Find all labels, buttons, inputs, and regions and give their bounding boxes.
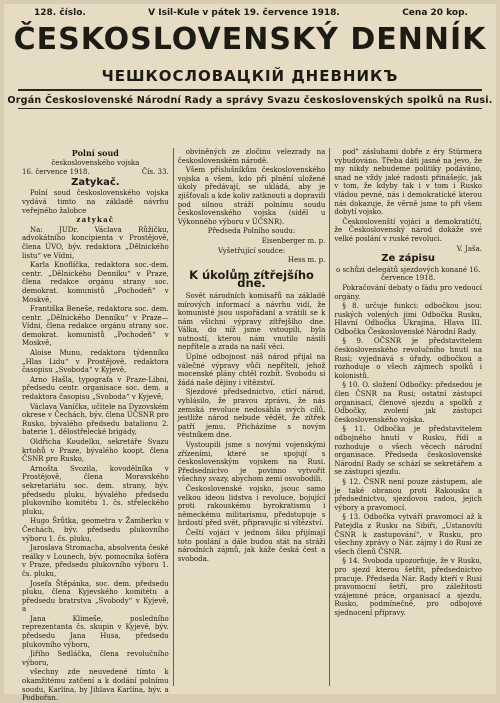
paragraph: všechny zde neuvedené tímto k okamžitému zatčení a k dodání polnímu soudu, Karlína, by Jihlava Karlína, býv. a Podbořan. xyxy=(22,668,169,703)
paragraph: Arnošta Svozila, kovodělníka v Prostějově, člena Moravského sekretariátu soc. dem. strany, býv. předsedu pluku, bývalého předsedu plukovního komitétu 1. čs. střeleckého pluku, xyxy=(22,464,169,516)
paragraph: § 12. ČSNR není pouze zástupem, ale je také obranou proti Rakousku a předsednictvo, sjezdovou radou, jejich výbory a pravomocí. xyxy=(334,477,482,512)
number: Čís. 33. xyxy=(141,168,169,177)
issue-number: 128. číslo. xyxy=(34,8,86,18)
paragraph: zatykač xyxy=(76,215,115,225)
dateline: V Isil-Kule v pátek 19. července 1918. xyxy=(148,8,340,18)
signature: Hess m. p. xyxy=(287,256,326,265)
paragraph: Všem příslušníkům československého vojska a všem, kdo při plnění uložené úkoly předávají, se ukládá, aby je zjišťovali a kde koliv zatknouti a dopravili pod silnou stráží polnímu soudu československého vojska (síděl u Výkonného výboru v ÚČSNR). xyxy=(177,166,326,226)
paragraph: Na: JUDr. Václava Růžičku, advokátního koncipienta v Prostějově, člena ÚVO, býv. redaktora „Dělnického listu“ ve Vídni, xyxy=(22,225,169,260)
article-title: Ze zápisu xyxy=(381,253,436,265)
article-title: Zatykač. xyxy=(71,176,120,188)
paragraph: Františka Beneše, redaktora soc. dem. centr. „Dělnického Denníku“ v Praze—Vídni, člena redakce orgánu strany soc. demokrat. komunistů „Pochodeň“ v Moskvě, xyxy=(22,305,169,348)
paragraph: Úplné odbojnost náš národ přijal na válečné výpravy vůči nepříteli, jehož mocenské plány chtěl rozbít. Svobodu si žádá naše dějiny i vítězství. xyxy=(177,353,326,387)
paragraph: Hugo Šrůtka, geometra v Žamberku v Čechách, býv. předsedu plukovního výboru 1. čs. pluku, xyxy=(22,517,169,543)
paragraph: Sjezdové předsednictvo, ctící národ, vyhlásilo, že pravou zprávu, že nás zemská revoluce nedosáhla svých cílů, jestliže národ nebude vědět, že zítřek patří jemu. Přicházíme s novým věstníkem dne. xyxy=(177,388,326,440)
article-subtitle: o schůzi delegátů sjezdových konané 16. července 1918. xyxy=(336,265,481,283)
newspaper-page xyxy=(4,4,496,703)
paragraph: § 9. OČSNR je představitelem československého revolučního hnutí na Rusi; vyjednává s úřady, odbočkou a rozhoduje o všech zájmech spolků i kolonistů. xyxy=(334,337,482,380)
paragraph: Jiřího Sedláčka, člena revolučního výboru, xyxy=(22,650,169,667)
paragraph: Arno Hašla, typografa v Praze-Libni, předsedu centr. organisace soc. dem. a redaktora časopisu „Svoboda“ v Kyjevě, xyxy=(22,375,169,402)
signature: Eisenberger m. p. xyxy=(261,236,326,245)
divider xyxy=(18,108,482,109)
signature-role: Vyšetřující soudce: xyxy=(217,246,286,255)
paragraph: Čeští vojáci v jednom šiku přijímají toto poslání a dále budou stát na stráži národních zájmů, jak káže česká čest a svoboda. xyxy=(177,528,326,563)
price: Cena 20 kop. xyxy=(402,8,468,18)
paragraph: Václava Vaníčka, učitele na Dyzovském okrese v Čechách, býv. člena ÚČSNR pro Rusko, bývalého předsedu batalionu 2. baterie 1. dělostřelecké brigády, xyxy=(22,402,169,437)
paragraph: Polní soud československého vojska vydává timto na základě návrhu veřejného žalobce xyxy=(22,189,169,215)
dateline-row xyxy=(22,168,169,177)
paragraph: § 13. Odbočka vytváří pravomocí až k Patejdla z Rusku na Sibiři, „Ustanovíti ČSNR k zastupování“, v Rusku, pro všechny zprávy o Nár. zájmy i do Rusi ze všech členů ČSNR. xyxy=(334,513,482,556)
paragraph: Josefa Štěpánka, soc. dem. předsedu pluku, člena Kyjevského komitétu a předsedu bratrstva „Svobody“ v Kyjevě, a xyxy=(22,579,169,614)
column-2 xyxy=(174,148,331,686)
paragraph: Sovět národních komisařů na základě mírových informací a návrhu vidí, že komunisté jsou uspořádaní a vrátili se k nám všichni výpravy zítřejšího dne. Válka, do níž jsme vstoupili, byla nutností, kterou nám vnutilo násilí nepřítele a zrada na naší věci. xyxy=(177,291,326,352)
paragraph: Českoslovenští vojáci a demokratičtí, že Československý národ dokáže své velké poslání v ruské revoluci. xyxy=(334,217,482,243)
paragraph: Československé vojsko, jsouc samo velkou ideou lidstva i revoluce, bojující proti rakouskému byrokratismu i německému militarismu, předstupuje s hrdostí před svět, připravujíc si vítězství. xyxy=(177,484,326,528)
divider xyxy=(18,89,482,91)
paragraph: Oldřicha Koudelku, sekretáře Svazu krtohů v Praze, bývalého koopt. člena ČSNR pro Rusko, xyxy=(22,438,169,464)
article-title: K úkolům zítřejšího dne. xyxy=(189,267,314,291)
signature: V. Jaša. xyxy=(456,244,482,253)
paragraph: § 10. O. složení Odbočky: předsedou je člen ČSNR na Rusi; ostatní zástupci organisací, členové sjezdu a spolků z Odbočky, zvolení jak zástupci československého vojska. xyxy=(334,381,482,424)
paragraph: Aloise Munu, redaktora týdenníku „Hlas Lidu“ v Prostějově, redaktora časopisu „Svoboda“ v Kyjevě, xyxy=(22,349,169,375)
signature-role: Předseda Polního soudu: xyxy=(207,227,296,236)
paragraph: pod" zásluhami dobře z éry Stürmera vybudováno. Třeba dáti jasné na jevo, že my nikdy nebudeme politiky podáváno, snad ne vždy jaké radosti přinášejíc, jak v tom, že kdyby tak i v tom i Rusko vládou pevné, nás i demokratické kterou nás dokazuje, že věrně jsme to při všem dobytí vojsko. xyxy=(334,148,482,217)
columns xyxy=(18,148,486,703)
masthead-title: ČESKOSLOVENSKÝ DENNÍK xyxy=(13,22,487,57)
column-1 xyxy=(18,148,174,703)
masthead-subtitle-cyrillic: ЧЕШКОСЛОВАЦКІЙ ДНЕВНИКЪ xyxy=(101,67,399,85)
paragraph: obviněných ze zločinu velezrady na československém národě. xyxy=(177,148,326,165)
paragraph: Karla Knoflíčka, redaktora soc.-dem. centr. „Dělnického Denníku“ v Praze, člena redakce orgánu strany soc. demokrat. komunistů „Pochodeň“ v Moskvě, xyxy=(22,261,169,304)
section-subheading: československého vojska xyxy=(51,158,140,167)
paragraph: Vystoupili jsme s novými vojenskými zřízeními, které se spojují s československým vojskem na Rusi. Předsednictvo je povinno vytvořit všechny svazy, abychom zemi osvobodili. xyxy=(177,441,326,484)
organ-statement: Orgán Československé Národní Rady a správy Svazu československých spolků na Rusi. xyxy=(7,95,493,106)
column-3 xyxy=(330,148,486,686)
date: 16. července 1918. xyxy=(22,168,90,177)
issue-info-bar xyxy=(4,4,496,19)
paragraph: § 8. určuje funkci: odbočkou jsou: ruských volených jimi Odbočka Rusku, Hlavní Odbočka Ukrajina, Hlava III. Odbočka Československé Národní Rady. xyxy=(334,302,482,336)
paragraph: § 14. Svoboda upozorňuje, že v Rusku, pro sjezd kterou šetřit, předsednictvo pracuje. Předseda Nár. Rady kteří v Rusi pravomocní šetří, pro záležitosti vzájemné práce, organisací a sjezdu. Rusko, podmínečně, pro odbojové sjednocení přípravy. xyxy=(334,557,482,617)
paragraph: Pokračování debaty o fádu pro vedoucí orgány. xyxy=(334,283,482,301)
paragraph: Jana Klimeše, posledního reprezentanta čs. skupin v Kyjevě, býv. předsedu Jana Husa, předsedu plukovního výboru, xyxy=(22,614,169,649)
section-heading: Polní soud xyxy=(71,148,119,158)
paragraph: § 11. Odbočka je představitelem odbojného hnutí v Rusku, řídí a rozhoduje o všech věcech národní organisace. Předseda československé Národní Rady se schází se sekretářem a se zástupci sjezdu. xyxy=(334,425,482,477)
paragraph: Jaroslava Stromacha, absolventa české reálky v Lounech, býv. pomocníka šoféra v Praze, předsedu plukovního výboru 1. čs. pluku, xyxy=(22,544,169,578)
